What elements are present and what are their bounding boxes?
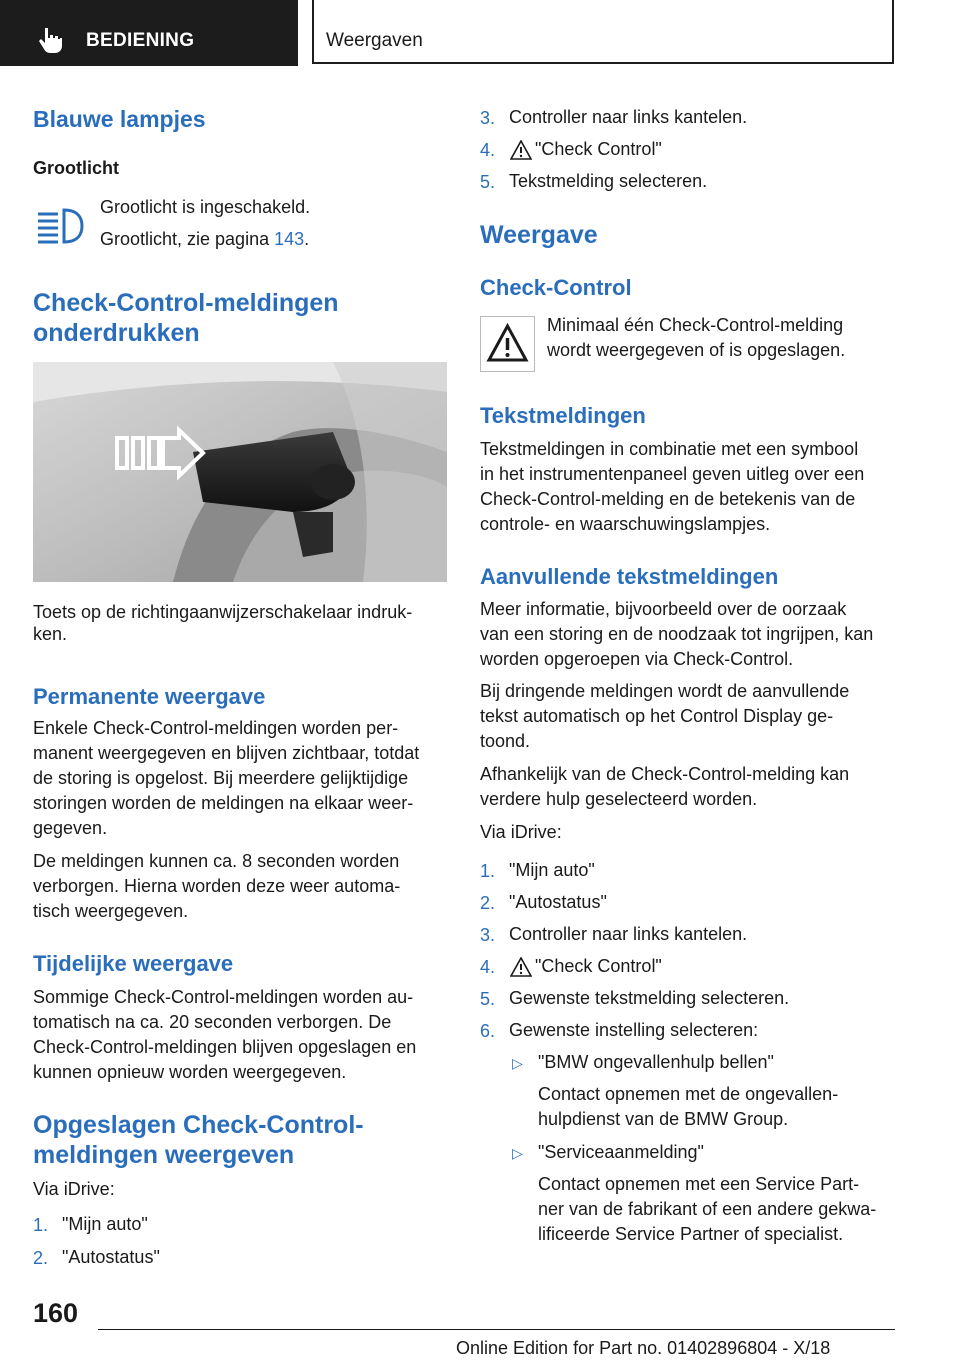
step-number: 3.	[480, 925, 496, 945]
step-text: "Autostatus"	[509, 892, 607, 912]
toets-text-1: Toets op de richtingaanwijzerschakelaar indruk-	[33, 602, 413, 622]
meld-line-3: tisch weergegeven.	[33, 901, 189, 921]
sub2-line-2: ner van de fabrikant of een andere gekwa-	[538, 1199, 877, 1219]
perm-line-3: de storing is opgelost. Bij meerdere gelijktijdige	[33, 768, 409, 788]
step-number: 6.	[480, 1021, 496, 1041]
warning-triangle-icon	[510, 140, 532, 160]
step-number: 2.	[33, 1248, 49, 1268]
step-number: 3.	[480, 108, 496, 128]
perm-line-1: Enkele Check-Control-meldingen worden per-	[33, 718, 399, 738]
step-text: Gewenste instelling selecteren:	[509, 1020, 759, 1040]
step-text: "Check Control"	[535, 139, 662, 159]
step-text: "Mijn auto"	[62, 1214, 148, 1234]
dring-line-3: toond.	[480, 731, 531, 751]
page-number: 160	[33, 1298, 79, 1328]
aanv-line-2: van een storing en de noodzaak tot ingrijpen, kan	[480, 624, 874, 644]
heading-permanente-weergave: Permanente weergave	[33, 684, 266, 709]
heading-tijdelijke-weergave: Tijdelijke weergave	[33, 951, 234, 976]
page-header	[0, 0, 960, 66]
afh-line-2: verdere hulp geselecteerd worden.	[480, 789, 758, 809]
tekst-line-4: controle- en waarschuwingslampjes.	[480, 514, 771, 534]
perm-line-2: manent weergegeven en blijven zichtbaar, totdat	[33, 743, 420, 763]
option-ongevallenhulp: "BMW ongevallenhulp bellen"	[538, 1052, 774, 1072]
heading-opgeslagen: Opgeslagen Check-Control- meldingen weergeven	[33, 1111, 364, 1169]
via-idrive-left: Via iDrive:	[33, 1179, 115, 1199]
step-text: Gewenste tekstmelding selecteren.	[509, 988, 790, 1008]
step-number: 5.	[480, 172, 496, 192]
step-number: 5.	[480, 989, 496, 1009]
bullet-triangle-icon: ▷	[512, 1055, 523, 1071]
page-link-143[interactable]: 143	[274, 229, 305, 249]
via-idrive-right: Via iDrive:	[480, 822, 562, 842]
footer-edition: Online Edition for Part no. 01402896804 - X/18	[456, 1338, 831, 1358]
sub1-line-2: hulpdienst van de BMW Group.	[538, 1109, 789, 1129]
step-number: 2.	[480, 893, 496, 913]
perm-line-4: storingen worden de meldingen na elkaar weer-	[33, 793, 414, 813]
heading-check-control-onderdrukken: Check-Control-meldingen onderdrukken	[33, 289, 339, 347]
footer-divider	[98, 1329, 895, 1330]
meld-line-1: De meldingen kunnen ca. 8 seconden worden	[33, 851, 400, 871]
bullet-triangle-icon: ▷	[512, 1145, 523, 1161]
step-number: 1.	[33, 1215, 49, 1235]
warning-triangle-icon	[510, 957, 532, 977]
tijd-line-1: Sommige Check-Control-meldingen worden au-	[33, 987, 414, 1007]
sub2-line-3: lificeerde Service Partner of specialist.	[538, 1224, 844, 1244]
step-text: "Check Control"	[535, 956, 662, 976]
step-text: Controller naar links kantelen.	[509, 924, 748, 944]
chapter-title: Weergaven	[326, 30, 423, 51]
meld-line-2: verborgen. Hierna worden deze weer automa-	[33, 876, 401, 896]
step-text: "Mijn auto"	[509, 860, 595, 880]
step-number: 4.	[480, 140, 496, 160]
tijd-line-2: tomatisch na ca. 20 seconden verborgen. De	[33, 1012, 392, 1032]
step-text: Controller naar links kantelen.	[509, 107, 748, 127]
aanv-line-3: worden opgeroepen via Check-Control.	[480, 649, 794, 669]
heading-weergave: Weergave	[480, 221, 598, 249]
step-number: 1.	[480, 861, 496, 881]
tekst-line-3: Check-Control-melding en de betekenis van de	[480, 489, 856, 509]
aanv-line-1: Meer informatie, bijvoorbeeld over de oorzaak	[480, 599, 847, 619]
step-text: Tekstmelding selecteren.	[509, 171, 708, 191]
step-number: 4.	[480, 957, 496, 977]
section-title: BEDIENING	[86, 30, 195, 51]
section-tab	[0, 0, 298, 66]
grootlicht-on-text: Grootlicht is ingeschakeld.	[100, 197, 311, 217]
afh-line-1: Afhankelijk van de Check-Control-melding kan	[480, 764, 850, 784]
sub1-line-1: Contact opnemen met de ongevallen-	[538, 1084, 839, 1104]
heading-blauwe-lampjes: Blauwe lampjes	[33, 106, 206, 132]
step-text: "Autostatus"	[62, 1247, 160, 1267]
cc-line-1: Minimaal één Check-Control-melding	[547, 315, 844, 335]
perm-line-5: gegeven.	[33, 818, 108, 838]
toets-text-2: ken.	[33, 624, 68, 644]
heading-tekstmeldingen: Tekstmeldingen	[480, 403, 646, 428]
tijd-line-4: kunnen opnieuw worden weergegeven.	[33, 1062, 347, 1082]
sub2-line-1: Contact opnemen met een Service Part-	[538, 1174, 860, 1194]
heading-aanvullende-tekstmeldingen: Aanvullende tekstmeldingen	[480, 564, 779, 589]
dring-line-2: tekst automatisch op het Control Display ge-	[480, 706, 834, 726]
chapter-tab	[312, 0, 894, 64]
tijd-line-3: Check-Control-meldingen blijven opgeslagen en	[33, 1037, 417, 1057]
heading-check-control: Check-Control	[480, 275, 632, 300]
tekst-line-2: in het instrumentenpaneel geven uitleg over een	[480, 464, 865, 484]
high-beam-icon	[36, 206, 86, 246]
turn-signal-stalk-photo	[33, 362, 447, 582]
option-serviceaanmelding: "Serviceaanmelding"	[538, 1142, 704, 1162]
grootlicht-ref-text: Grootlicht, zie pagina 143.	[100, 229, 310, 249]
cc-line-2: wordt weergegeven of is opgeslagen.	[547, 340, 846, 360]
tekst-line-1: Tekstmeldingen in combinatie met een symbool	[480, 439, 859, 459]
dring-line-1: Bij dringende meldingen wordt de aanvullende	[480, 681, 850, 701]
heading-grootlicht: Grootlicht	[33, 158, 119, 178]
check-control-warning-icon	[480, 316, 535, 372]
hand-pointer-icon	[38, 26, 64, 54]
